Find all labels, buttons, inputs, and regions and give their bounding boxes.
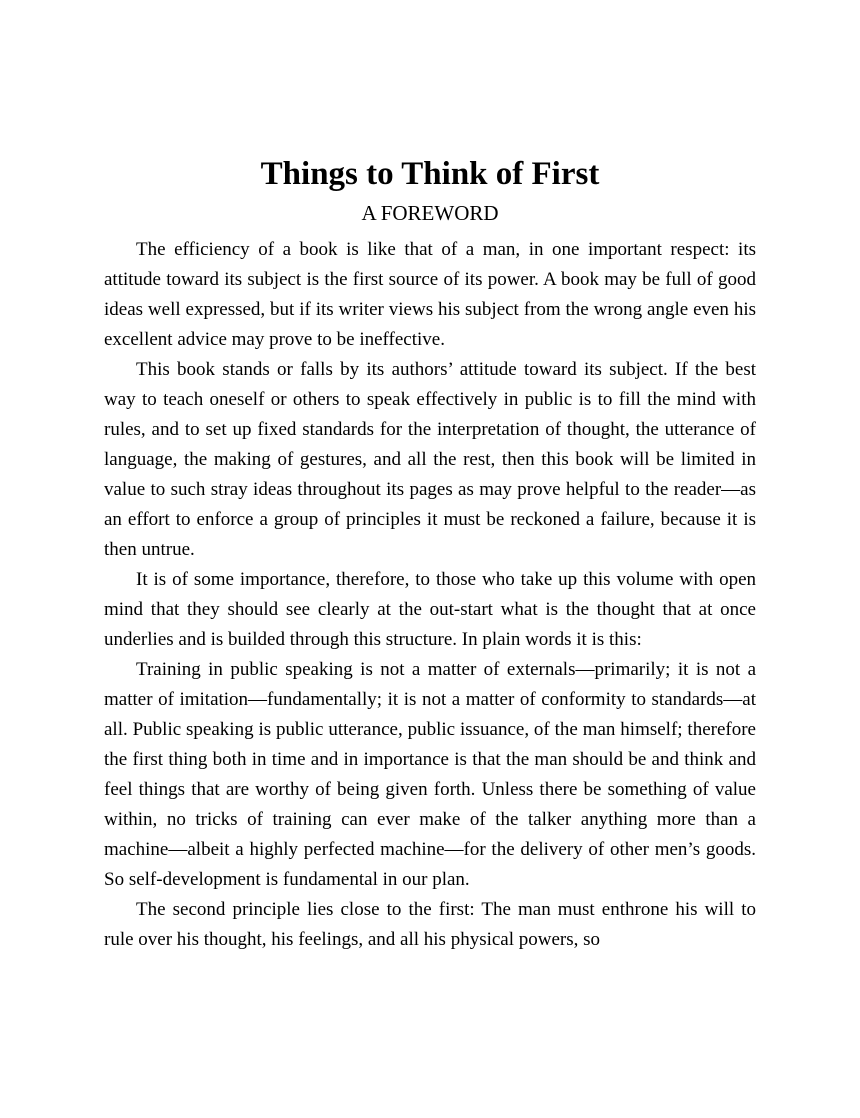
foreword-paragraph-2: This book stands or falls by its authors’ attitude toward its subject. If the best way to teach oneself or others to speak effectively in public is to fill the mind with rules, and to set up fixed standards for the interpretation of thought, the utterance of language, the making of gestures, and all the rest, then this book will be limited in value to such stray ideas throughout its pages as may prove helpful to the reader—as an effort to enforce a group of principles it must be reckoned a failure, because it is then untrue. <box>104 359 756 560</box>
page-subtitle: A FOREWORD <box>361 201 499 225</box>
foreword-paragraph-3: It is of some importance, therefore, to those who take up this volume with open mind that they should see clearly at the out-start what is the thought that at once underlies and is builded through this structure. In plain words it is this: <box>104 569 756 650</box>
foreword-paragraph-4: Training in public speaking is not a matter of externals—primarily; it is not a matter of imitation—fundamentally; it is not a matter of conformity to standards—at all. Public speaking is public utterance, public issuance, of the man himself; therefore the first thing both in time and in importance is that the man should be and think and feel things that are worthy of being given forth. Unless there be something of value within, no tricks of training can ever make of the talker anything more than a machine—albeit a highly perfected machine—for the delivery of other men’s goods. So self-development is fundamental in our plan. <box>104 659 756 890</box>
page-content <box>104 154 756 955</box>
page-title: Things to Think of First <box>260 156 600 192</box>
foreword-paragraph-5: The second principle lies close to the first: The man must enthrone his will to rule over his thought, his feelings, and all his physical powers, so <box>104 899 756 950</box>
foreword-paragraph-1: The efficiency of a book is like that of a man, in one important respect: its attitude toward its subject is the first source of its power. A book may be full of good ideas well expressed, but if its writer views his subject from the wrong angle even his excellent advice may prove to be ineffective. <box>104 239 756 350</box>
